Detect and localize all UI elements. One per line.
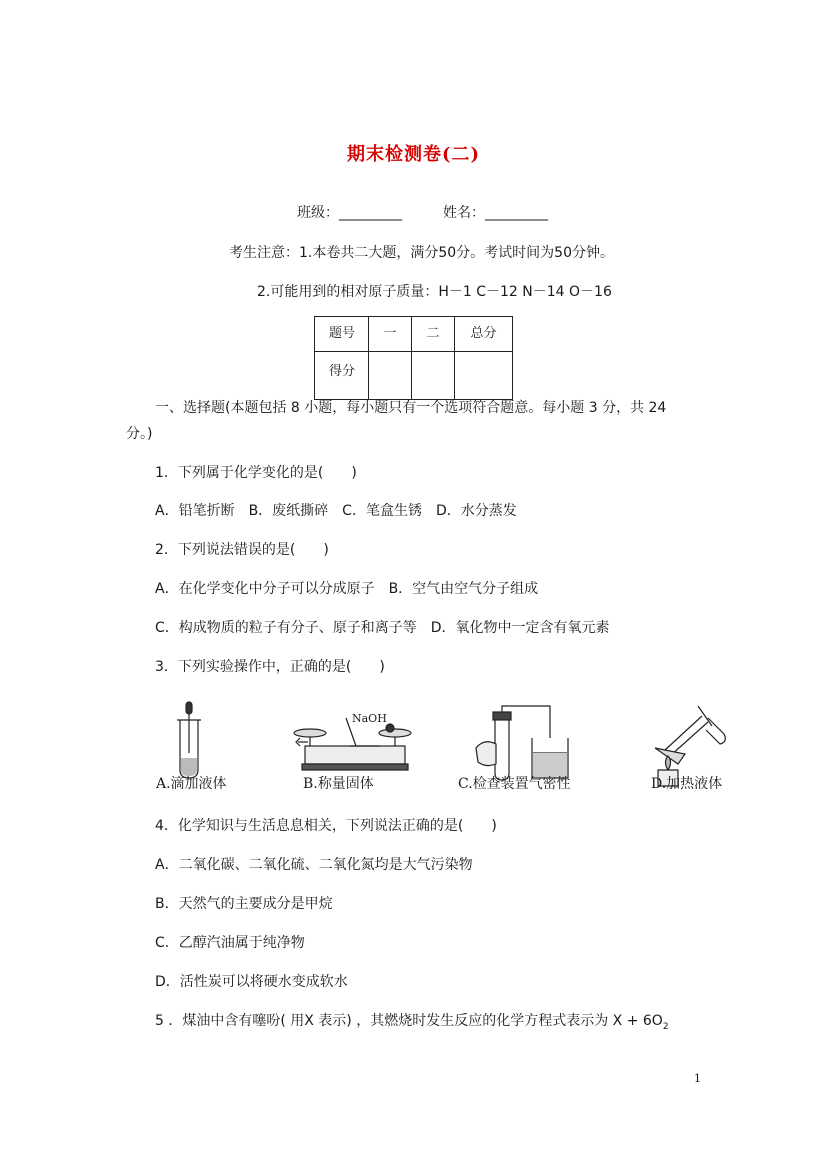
- q4-option-b: B．天然气的主要成分是甲烷: [155, 896, 333, 912]
- q3-caption-a: A.滴加液体: [156, 776, 227, 792]
- score-header-part2: 二: [412, 317, 455, 352]
- name-field: 姓名：_________: [443, 205, 548, 221]
- q3-caption-d: D.加热液体: [651, 776, 723, 792]
- section1-heading: 一、选择题(本题包括 8 小题，每小题只有一个选项符合题意。每小题 3 分，共 24: [155, 400, 667, 416]
- score-cell-part1: [369, 352, 412, 400]
- section1-heading-cont: 分。): [126, 426, 153, 442]
- q3-stem: 3．下列实验操作中，正确的是( ): [155, 659, 385, 675]
- q5-subscript: 2: [662, 1021, 669, 1032]
- q1-options: A．铅笔折断 B．废纸撕碎 C．笔盒生锈 D．水分蒸发: [155, 503, 517, 519]
- exam-title: 期末检测卷(二): [346, 144, 481, 165]
- q1-stem: 1．下列属于化学变化的是( ): [155, 465, 357, 481]
- note-line-1: 考生注意：1.本卷共二大题，满分50分。考试时间为50分钟。: [229, 245, 614, 261]
- score-header-total: 总分: [455, 317, 513, 352]
- note-line-2: 2.可能用到的相对原子质量：H－1 C－12 N－14 O－16: [257, 284, 612, 300]
- q4-option-c: C．乙醇汽油属于纯净物: [155, 935, 305, 951]
- score-row-label: 得分: [315, 352, 369, 400]
- q5-stem-text: 5 ．煤油中含有噻吩( 用X 表示) ，其燃烧时发生反应的化学方程式表示为 X + 6O: [155, 1013, 663, 1029]
- naoh-label: NaOH: [352, 712, 387, 725]
- balance-illustration: [294, 718, 411, 770]
- score-header-part1: 一: [369, 317, 412, 352]
- q4-stem: 4．化学知识与生活息息相关，下列说法正确的是( ): [155, 818, 497, 834]
- class-field: 班级：_________: [297, 205, 402, 221]
- q2-stem: 2．下列说法错误的是( ): [155, 542, 329, 558]
- score-table: [314, 316, 513, 400]
- q4-option-d: D．活性炭可以将硬水变成软水: [155, 974, 348, 990]
- q5-stem: [155, 1011, 669, 1037]
- airtightness-check-illustration: [476, 706, 568, 780]
- score-cell-total: [455, 352, 513, 400]
- page-number: 1: [694, 1072, 701, 1085]
- q3-caption-b: B.称量固体: [303, 776, 374, 792]
- q3-caption-c: C.检查装置气密性: [458, 776, 571, 792]
- score-header-question: 题号: [315, 317, 369, 352]
- q2-options-cd: C．构成物质的粒子有分子、原子和离子等 D．氧化物中一定含有氧元素: [155, 620, 610, 636]
- q4-option-a: A．二氧化碳、二氧化硫、二氧化氮均是大气污染物: [155, 857, 473, 873]
- dropper-test-tube-illustration: [177, 702, 201, 778]
- score-cell-part2: [412, 352, 455, 400]
- q2-options-ab: A．在化学变化中分子可以分成原子 B．空气由空气分子组成: [155, 581, 539, 597]
